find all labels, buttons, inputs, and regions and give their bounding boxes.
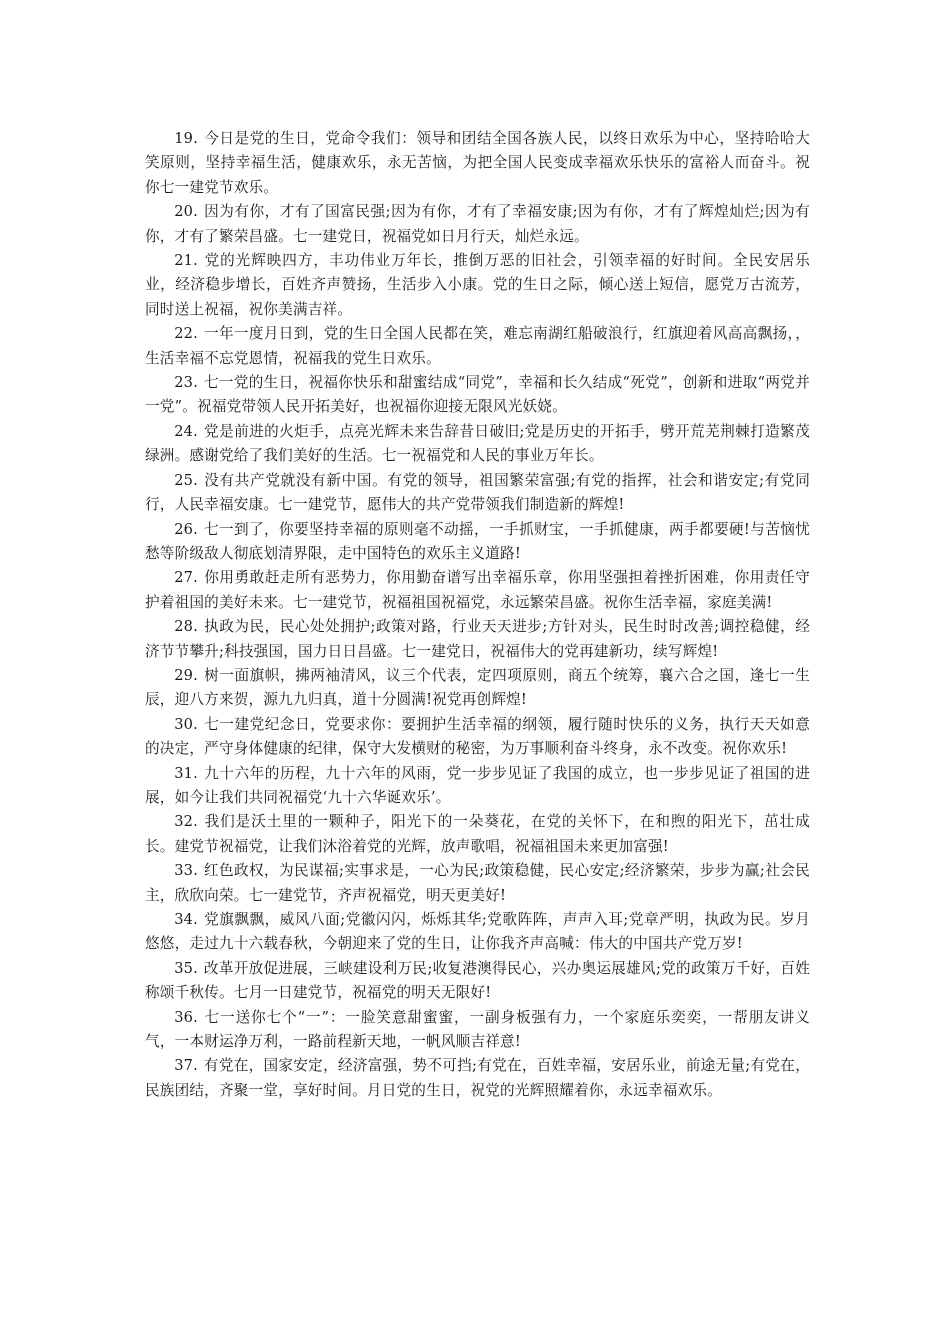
paragraph-text: 因为有你，才有了国富民强;因为有你，才有了幸福安康;因为有你，才有了辉煌灿烂;因为有你，才有了繁荣昌盛。七一建党日，祝福党如日月行天，灿烂永远。 xyxy=(145,203,810,245)
paragraph xyxy=(145,664,810,713)
paragraph xyxy=(145,420,810,469)
paragraph-text: 一年一度月日到，党的生日全国人民都在笑，难忘南湖红船破浪行，红旗迎着风高高飘扬，，生活幸福不忘党恩情，祝福我的党生日欢乐。 xyxy=(145,325,810,367)
paragraph xyxy=(145,322,810,371)
paragraph-text: 没有共产党就没有新中国。有党的领导，祖国繁荣富强;有党的指挥，社会和谐安定;有党同行，人民幸福安康。七一建党节，愿伟大的共产党带领我们制造新的辉煌! xyxy=(145,471,810,514)
paragraph-text: 七一建党纪念日，党要求你：要拥护生活幸福的纲领，履行随时快乐的义务，执行天天如意的决定，严守身体健康的纪律，保守大发横财的秘密，为万事顺利奋斗终身，永不改变。祝你欢乐! xyxy=(145,715,810,758)
paragraph-text: 七一送你七个“一”：一脸笑意甜蜜蜜，一副身板强有力，一个家庭乐奕奕，一帮朋友讲义气，一本财运净万利，一路前程新天地，一帆风顺吉祥意! xyxy=(145,1008,810,1051)
paragraph-text: 树一面旗帜，拂两袖清风，议三个代表，定四项原则，商五个统筹，襄六合之国，逢七一生辰，迎八方来贺，源九九归真，道十分圆满!祝党再创辉煌! xyxy=(145,666,810,709)
paragraph xyxy=(145,200,810,249)
paragraph-number: 35. xyxy=(174,959,198,977)
paragraph-number: 21. xyxy=(174,252,198,270)
paragraph xyxy=(145,713,810,762)
paragraph-text: 党的光辉映四方，丰功伟业万年长，推倒万恶的旧社会，引领幸福的好时间。全民安居乐业，经济稳步增长，百姓齐声赞扬，生活步入小康。党的生日之际，倾心送上短信，愿党万古流芳，同时送上祝福，祝你美满吉祥。 xyxy=(145,252,810,318)
paragraph-number: 23. xyxy=(174,374,198,392)
paragraph-number: 30. xyxy=(174,715,198,733)
paragraph xyxy=(145,518,810,567)
paragraph xyxy=(145,810,810,859)
paragraph-text: 你用勇敢赶走所有恶势力，你用勤奋谱写出幸福乐章，你用坚强担着挫折困难，你用责任守护着祖国的美好未来。七一建党节，祝福祖国祝福党，永远繁荣昌盛。祝你生活幸福，家庭美满! xyxy=(145,569,810,611)
paragraph xyxy=(145,469,810,518)
paragraph-number: 25. xyxy=(174,471,198,489)
paragraph-text: 改革开放促进展，三峡建设利万民;收复港澳得民心，兴办奥运展雄风;党的政策万千好，百姓称颂千秋传。七月一日建党节，祝福党的明天无限好! xyxy=(145,959,810,1002)
paragraph xyxy=(145,1006,810,1055)
paragraph-number: 31. xyxy=(174,764,198,782)
paragraph-number: 26. xyxy=(174,520,198,538)
paragraph xyxy=(145,371,810,420)
paragraph xyxy=(145,1054,810,1103)
paragraph-number: 33. xyxy=(174,862,198,880)
paragraph-number: 37. xyxy=(174,1057,198,1075)
paragraph xyxy=(145,249,810,322)
paragraph-number: 22. xyxy=(174,325,198,343)
paragraph-text: 九十六年的历程，九十六年的风雨，党一步步见证了我国的成立，也一步步见证了祖国的进展，如今让我们共同祝福党‘九十六华诞欢乐’。 xyxy=(145,764,810,806)
paragraph-text: 七一到了，你要坚持幸福的原则毫不动摇，一手抓财宝，一手抓健康，两手都要硬!与苦恼忧愁等阶级敌人彻底划清界限，走中国特色的欢乐主义道路! xyxy=(145,520,810,562)
paragraph-text: 有党在，国家安定，经济富强，势不可挡;有党在，百姓幸福，安居乐业，前途无量;有党在，民族团结，齐聚一堂，享好时间。月日党的生日，祝党的光辉照耀着你，永远幸福欢乐。 xyxy=(145,1057,810,1099)
paragraph-number: 24. xyxy=(174,422,198,440)
paragraph-number: 19. xyxy=(174,130,198,147)
paragraph-number: 27. xyxy=(174,569,198,587)
paragraph xyxy=(145,615,810,664)
paragraph-number: 28. xyxy=(174,618,198,636)
paragraph-text: 党旗飘飘，威风八面;党徽闪闪，烁烁其华;党歌阵阵，声声入耳;党章严明，执政为民。岁月悠悠，走过九十六载春秋，今朝迎来了党的生日，让你我齐声高喊：伟大的中国共产党万岁! xyxy=(145,911,810,953)
paragraph-number: 20. xyxy=(174,203,198,221)
paragraph-text: 今日是党的生日，党命令我们：领导和团结全国各族人民，以终日欢乐为中心，坚持哈哈大笑原则，坚持幸福生活，健康欢乐，永无苦恼，为把全国人民变成幸福欢乐快乐的富裕人而奋斗。祝你七一建党节欢乐。 xyxy=(145,130,810,196)
paragraph-number: 32. xyxy=(174,813,198,831)
paragraph-text: 红色政权，为民谋福;实事求是，一心为民;政策稳健，民心安定;经济繁荣，步步为赢;社会民主，欣欣向荣。七一建党节，齐声祝福党，明天更美好! xyxy=(145,862,810,904)
paragraph xyxy=(145,908,810,957)
paragraph xyxy=(145,762,810,811)
paragraph-number: 29. xyxy=(174,666,198,684)
paragraph-text: 党是前进的火炬手，点亮光辉未来告辞昔日破旧;党是历史的开拓手，劈开荒芜荆棘打造繁茂绿洲。感谢党给了我们美好的生活。七一祝福党和人民的事业万年长。 xyxy=(145,422,810,465)
document-body xyxy=(145,127,810,1103)
paragraph-text: 七一党的生日，祝福你快乐和甜蜜结成“同党”，幸福和长久结成“死党”，创新和进取“两党并一党”。祝福党带领人民开拓美好，也祝福你迎接无限风光妖娆。 xyxy=(145,374,810,416)
paragraph-text: 执政为民，民心处处拥护;政策对路，行业天天进步;方针对头，民生时时改善;调控稳健，经济节节攀升;科技强国，国力日日昌盛。七一建党日，祝福伟大的党再建新功，续写辉煌! xyxy=(145,618,810,660)
paragraph-number: 34. xyxy=(174,911,198,928)
paragraph xyxy=(145,957,810,1006)
paragraph xyxy=(145,859,810,908)
paragraph xyxy=(145,566,810,615)
paragraph-text: 我们是沃土里的一颗种子，阳光下的一朵葵花，在党的关怀下，在和煦的阳光下，茁壮成长。建党节祝福党，让我们沐浴着党的光辉，放声歌唱，祝福祖国未来更加富强! xyxy=(145,813,810,855)
paragraph xyxy=(145,127,810,200)
paragraph-number: 36. xyxy=(174,1008,198,1026)
